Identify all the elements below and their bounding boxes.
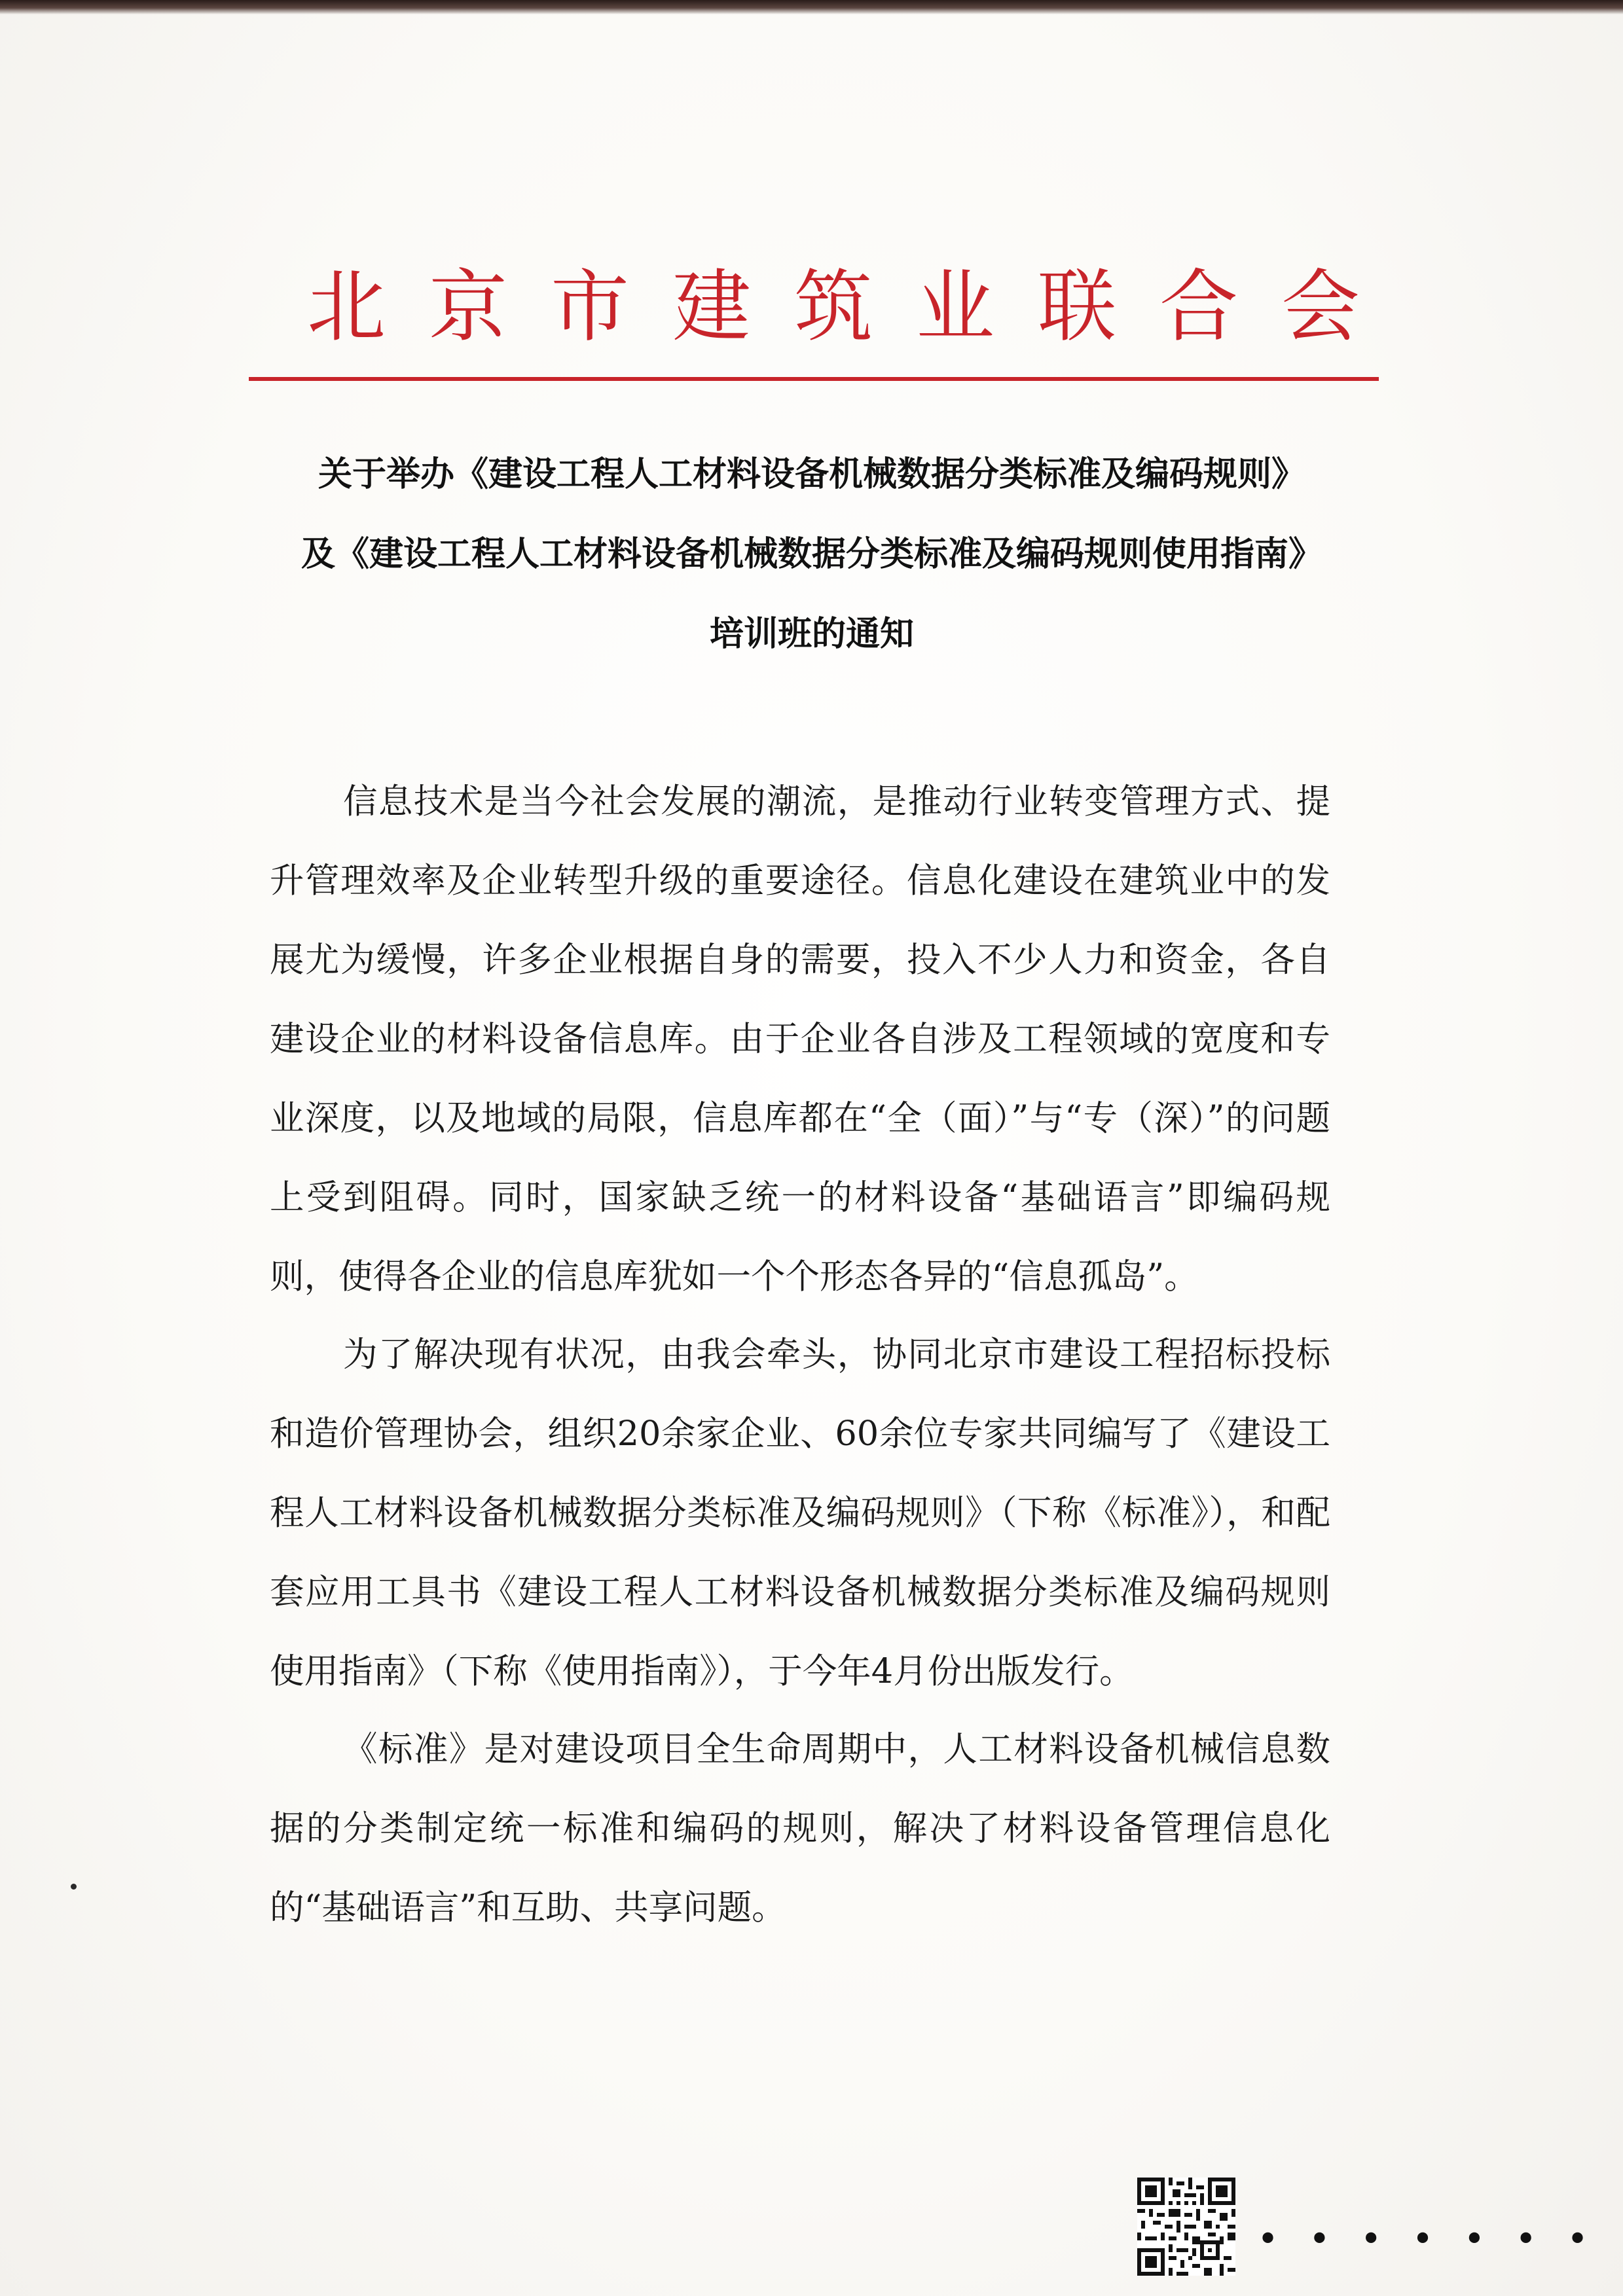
continuation-dots: • • • • • • • bbox=[1257, 2218, 1598, 2261]
body-paragraph-2: 为了解决现有状况，由我会牵头，协同北京市建设工程招标投标和造价管理协会，组织20余家企业、60余位专家共同编写了《建设工程人工材料设备机械数据分类标准及编码规则》（下称《标准》），和配套应用工具书《建设工程人工材料设备机械数据分类标准及编码规则使用指南》（下称《使用指南》），于今年4月份出版发行。 bbox=[270, 1335, 1330, 1691]
letterhead-organization: 北京市建筑业联合会 bbox=[307, 262, 1403, 353]
notice-title-line-3: 培训班的通知 bbox=[709, 615, 914, 654]
scan-speck bbox=[71, 1884, 77, 1890]
scan-top-edge bbox=[0, 0, 1623, 14]
body-paragraph-3: 《标准》是对建设项目全生命周期中，人工材料设备机械信息数据的分类制定统一标准和编码的规则，解决了材料设备管理信息化的“基础语言”和互助、共享问题。 bbox=[270, 1729, 1330, 1928]
letterhead-red-rule bbox=[249, 377, 1379, 381]
notice-title-line-2: 及《建设工程人工材料设备机械数据分类标准及编码规则使用指南》 bbox=[301, 535, 1322, 574]
notice-title-line-1: 关于举办《建设工程人工材料设备机械数据分类标准及编码规则》 bbox=[318, 455, 1305, 494]
qr-code-icon bbox=[1137, 2178, 1235, 2276]
body-paragraph-1: 信息技术是当今社会发展的潮流，是推动行业转变管理方式、提升管理效率及企业转型升级的重要途径。信息化建设在建筑业中的发展尤为缓慢，许多企业根据自身的需要，投入不少人力和资金，各自建设企业的材料设备信息库。由于企业各自涉及工程领域的宽度和专业深度，以及地域的局限，信息库都在“全（面）”与“专（深）”的问题上受到阻碍。同时，国家缺乏统一的材料设备“基础语言”即编码规则，使得各企业的信息库犹如一个个形态各异的“信息孤岛”。 bbox=[270, 781, 1330, 1297]
